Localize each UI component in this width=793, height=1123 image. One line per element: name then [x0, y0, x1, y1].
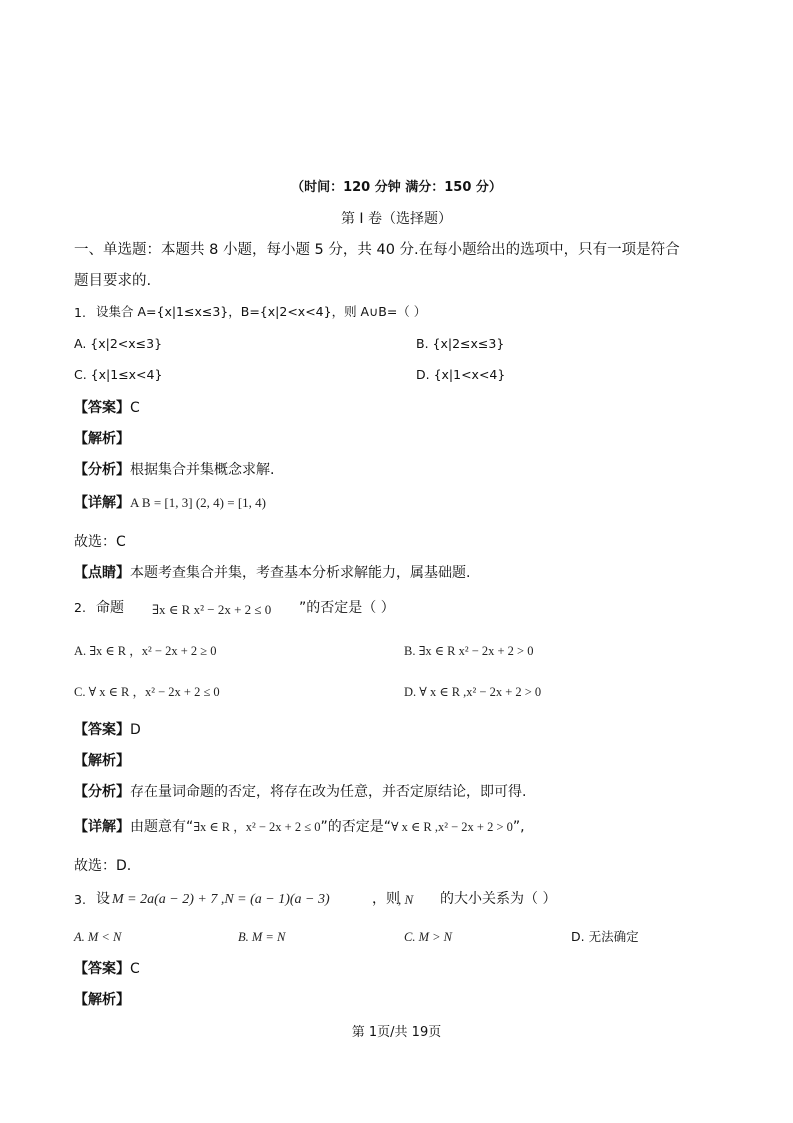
fenxi-text: 根据集合并集概念求解.	[130, 462, 275, 478]
question-number: 1.	[74, 305, 86, 320]
option-d: D. ∀ x ∈ R ,x² − 2x + 2 > 0	[404, 685, 542, 699]
detail-prefix: 由题意有“	[130, 819, 194, 835]
answer-value: C	[130, 400, 140, 416]
fenxi-label: 【分析】	[74, 784, 130, 800]
analysis-label: 【解析】	[74, 992, 130, 1008]
answer-value: D	[130, 722, 141, 738]
answer-label: 【答案】	[74, 722, 130, 738]
section-instructions-line2: 题目要求的.	[74, 273, 152, 289]
dianjing-line	[74, 566, 470, 580]
dianjing-text: 本题考查集合并集，考查基本分析求解能力，属基础题.	[130, 565, 471, 581]
option-c: C. M > N	[404, 930, 453, 944]
answer-label: 【答案】	[74, 961, 130, 977]
page-footer: 第 1页/共 19页	[351, 1025, 442, 1040]
question-stem: 设集合 A={x|1≤x≤3}，B={x|2<x<4}，则 A∪B=（ ）	[96, 304, 427, 319]
option-c: C. ∀ x ∈ R ，x² − 2x + 2 ≤ 0	[74, 685, 220, 699]
fenxi-label: 【分析】	[74, 462, 130, 478]
answer-line	[74, 962, 140, 976]
choose-line: 故选：C	[74, 534, 126, 550]
fenxi-text: 存在量词命题的否定，将存在改为任意，并否定原结论，即可得.	[130, 784, 527, 800]
option-d: D. 无法确定	[571, 929, 639, 944]
option-b: B. ∃x ∈ R x² − 2x + 2 > 0	[404, 644, 534, 658]
fenxi-line	[74, 463, 274, 477]
answer-value: C	[130, 961, 140, 977]
question-stem-math: M = 2a(a − 2) + 7 ,N = (a − 1)(a − 3)	[112, 892, 330, 907]
question-number: 3.	[74, 892, 86, 907]
question-stem-prefix: 命题	[96, 600, 124, 616]
detail-math: A B = [1, 3] (2, 4) = [1, 4)	[130, 495, 266, 510]
detail-label: 【详解】	[74, 819, 130, 835]
option-b: B. {x|2≤x≤3}	[416, 336, 505, 351]
question-stem-prefix: 设	[96, 891, 110, 907]
option-d: D. {x|1<x<4}	[416, 367, 506, 382]
analysis-label: 【解析】	[74, 753, 130, 769]
choose-line: 故选：D.	[74, 858, 132, 874]
option-a: A. {x|2<x≤3}	[74, 336, 163, 351]
volume-title: 第 I 卷（选择题）	[340, 211, 453, 227]
dianjing-label: 【点睛】	[74, 565, 130, 581]
answer-label: 【答案】	[74, 400, 130, 416]
answer-line	[74, 723, 141, 737]
detail-suffix: ”,	[512, 819, 525, 835]
question-number: 2.	[74, 600, 86, 615]
question-stem-suffix: 的大小关系为（ ）	[440, 891, 557, 907]
detail-line	[74, 820, 525, 834]
option-a: A. M < N	[74, 930, 122, 944]
section-instructions-line1: 一、单选题：本题共 8 小题，每小题 5 分，共 40 分.在每小题给出的选项中，只有一项是符合	[74, 242, 680, 258]
option-a: A. ∃x ∈ R ，x² − 2x + 2 ≥ 0	[74, 644, 217, 658]
exam-time-score: （时间：120 分钟 满分：150 分）	[291, 180, 502, 195]
question-stem-suffix: ”的否定是（ ）	[299, 600, 395, 616]
option-b: B. M = N	[238, 930, 286, 944]
question-stem-mid: ，则	[372, 891, 400, 907]
fenxi-line	[74, 785, 526, 799]
detail-middle: ”的否定是“	[320, 819, 391, 835]
detail-math-2: ∀ x ∈ R ,x² − 2x + 2 > 0	[391, 820, 513, 834]
answer-line	[74, 401, 140, 415]
detail-math-1: ∃x ∈ R ，x² − 2x + 2 ≤ 0	[193, 820, 321, 834]
question-stem-math: ∃x ∈ R x² − 2x + 2 ≤ 0	[152, 602, 272, 617]
analysis-label: 【解析】	[74, 431, 130, 447]
option-c: C. {x|1≤x<4}	[74, 367, 163, 382]
detail-label: 【详解】	[74, 495, 130, 511]
question-stem-math-2: , N	[398, 892, 414, 907]
detail-line	[74, 496, 266, 510]
